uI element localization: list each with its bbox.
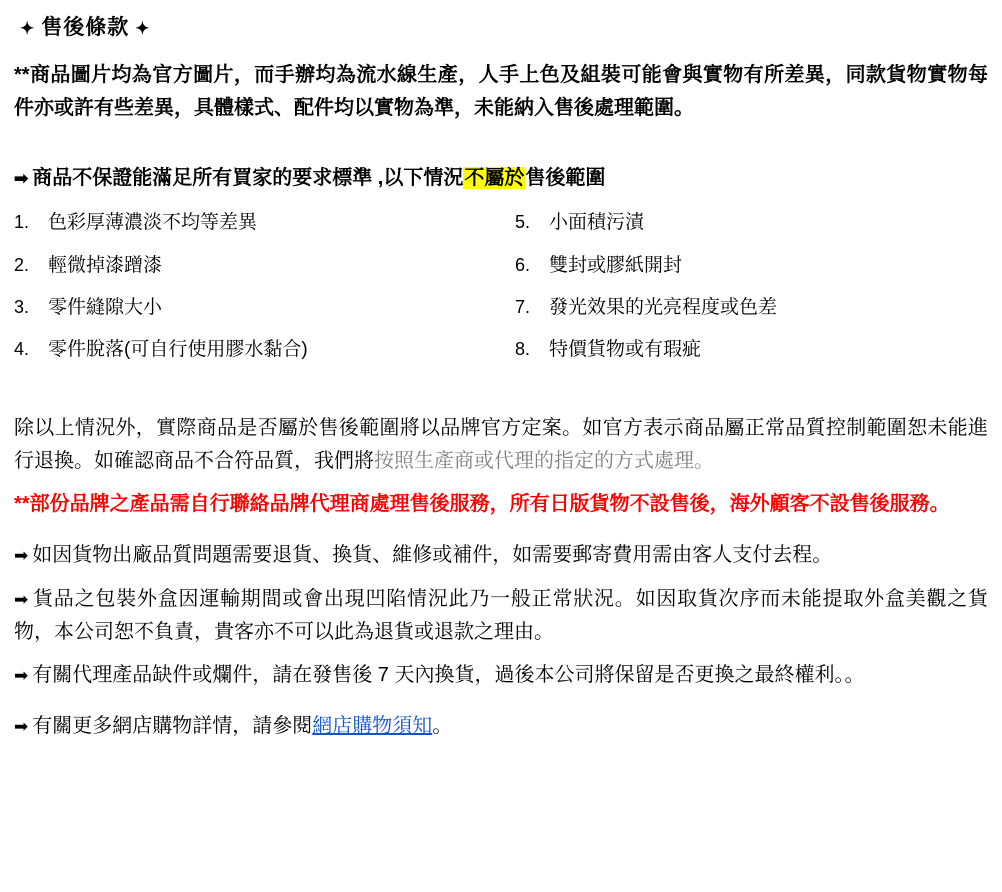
list-item-label: 發光效果的光亮程度或色差 [549,296,778,318]
bullet-item [14,659,988,692]
bullet-item [14,583,988,649]
list-item-number: 1. [14,212,30,233]
list-item-number: 4. [14,339,30,360]
judgement-paragraph-part1: 除以上情況外，實際商品是否屬於售後範圍將以品牌官方定案。如官方表示商品屬正常品質控制範圍恕未能進行退換。如確認商品不合符品質，我們將 [14,416,988,473]
exclusion-list-right-column [501,208,988,378]
intro-paragraph: **商品圖片均為官方圖片，而手辦均為流水線生產，人手上色及組裝可能會與實物有所差異，同款貨物實物每件亦或許有些差異，具體樣式、配件均以實物為準，未能納入售後處理範圍。 [14,64,988,119]
list-item-label: 色彩厚薄濃淡不均等差異 [48,212,258,234]
shopping-guide-link[interactable]: 網店購物須知 [312,715,433,738]
arrow-icon: ➡ [14,665,29,685]
list-item-number: 6. [515,254,531,275]
list-item-label: 零件縫隙大小 [48,296,163,318]
list-item [14,335,501,364]
scope-line [14,162,988,194]
bullet-item-text: 如因貨物出廠品質問題需要退貨、換貨、維修或補件，如需要郵寄費用需由客人支付去程。 [32,544,833,567]
page-title-text: 售後條款 [41,16,130,39]
list-item-number: 5. [515,212,531,233]
final-line-before: 有關更多網店購物詳情，請參閱 [32,715,313,738]
scope-line-before: 商品不保證能滿足所有買家的要求標準 ,以下情況 [32,167,464,190]
list-item-number: 8. [515,339,531,360]
list-item-number: 2. [14,254,30,275]
final-line-after: 。 [432,715,453,738]
spacer [14,478,988,488]
final-line [14,710,988,743]
judgement-paragraph-part2: 按照生產商或代理的指定的方式處理。 [374,450,714,473]
scope-line-highlight: 不屬於 [464,167,525,190]
list-item [515,208,988,237]
page-title [14,14,988,41]
arrow-icon: ➡ [14,169,29,189]
exclusion-list [14,208,988,378]
bullet-item-text: 有關代理產品缺件或爛件，請在發售後 7 天內換貨，過後本公司將保留是否更換之最終權利。。 [32,663,865,686]
spacer [14,573,988,583]
list-item [14,251,501,280]
spacer [14,649,988,659]
arrow-icon: ➡ [14,717,29,737]
spacer [14,521,988,539]
spacer [14,692,988,710]
list-item [515,293,988,322]
list-item [515,251,988,280]
judgement-paragraph [14,412,988,478]
list-item-number: 7. [515,296,531,317]
bullet-item [14,539,988,572]
list-item-label: 零件脫落(可自行使用膠水黏合) [48,339,308,361]
list-item-label: 特價貨物或有瑕疵 [549,339,702,361]
list-item-number: 3. [14,296,30,317]
list-item [14,293,501,322]
arrow-icon: ➡ [14,589,29,609]
spacer [14,384,988,412]
exclusion-list-left-column [14,208,501,378]
scope-line-after: 售後範圍 [525,167,606,190]
red-warning-paragraph: **部份品牌之產品需自行聯絡品牌代理商處理售後服務，所有日版貨物不設售後，海外顧客不設售後服務。 [14,493,950,516]
list-item-label: 雙封或膠紙開封 [549,254,683,276]
bullet-item-text: 貨品之包裝外盒因運輸期間或會出現凹陷情況此乃一般正常狀況。如因取貨次序而未能提取外盒美觀之貨物，本公司恕不負責，貴客亦不可以此為退貨或退款之理由。 [14,587,988,643]
list-item [14,208,501,237]
list-item-label: 輕微掉漆蹭漆 [48,254,163,276]
list-item-label: 小面積污漬 [549,212,645,234]
list-item [515,335,988,364]
star-right-icon: ✦ [135,19,151,38]
arrow-icon: ➡ [14,546,29,566]
spacer [14,134,988,162]
star-left-icon: ✦ [20,19,36,38]
